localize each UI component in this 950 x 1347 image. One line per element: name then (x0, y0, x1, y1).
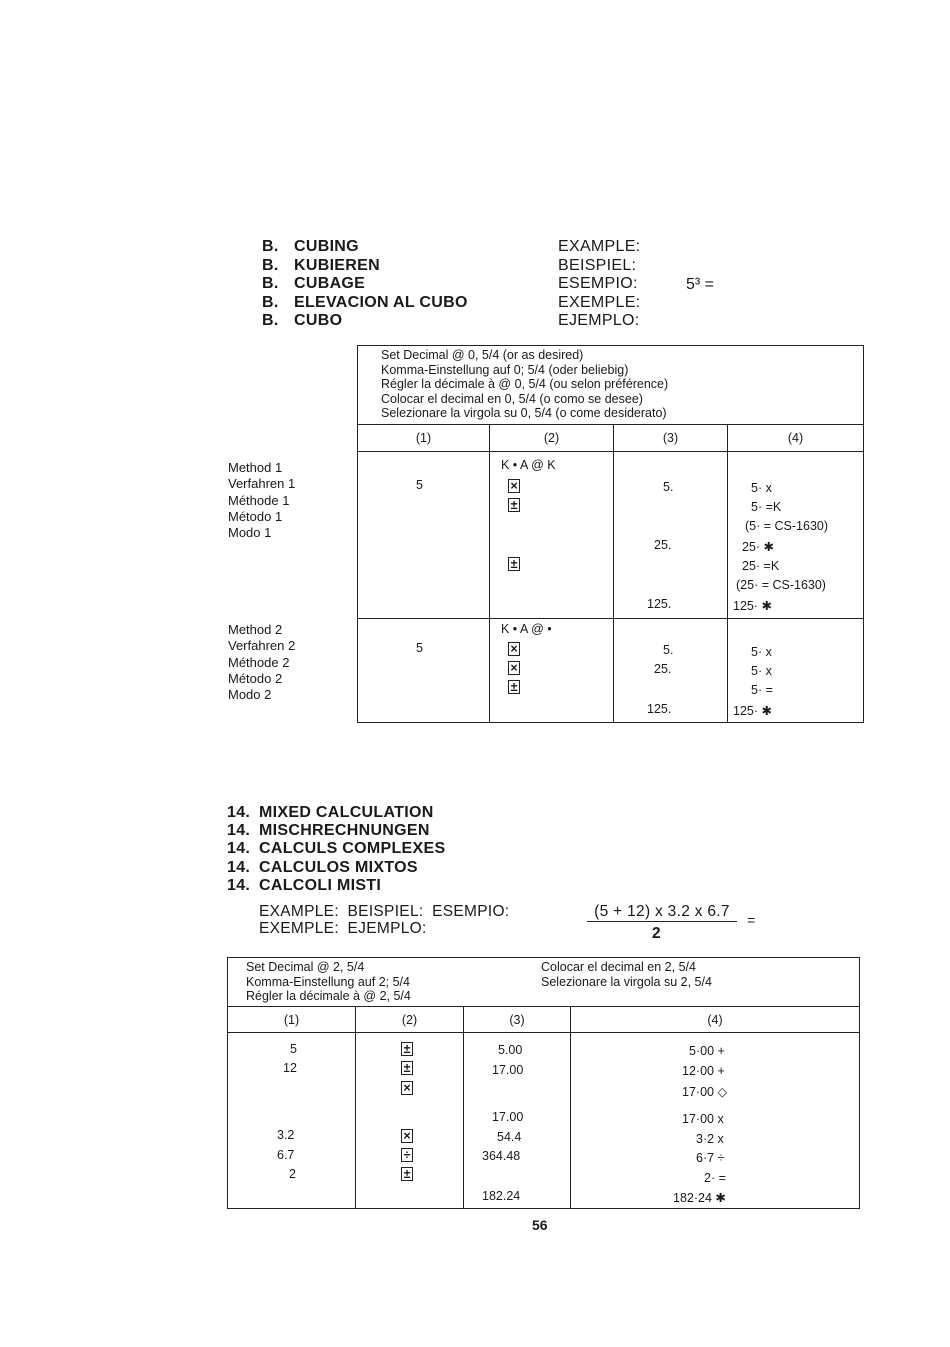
set-decimal-cell (358, 346, 864, 425)
section-14-titles (259, 804, 445, 895)
method-label: Verfahren 1 (228, 476, 296, 492)
tape-line: (5· = CS-1630) (745, 519, 829, 533)
method-label: Método 2 (228, 670, 283, 686)
method1-labels (228, 460, 295, 541)
tape-line: 25· ✱ (742, 540, 775, 554)
divide-key-icon: ÷ (401, 1148, 413, 1162)
section-title: CUBAGE (294, 275, 366, 292)
display-value: 125. (647, 597, 672, 611)
tape-line: 5·00 + (689, 1044, 725, 1058)
method1-input-cell (358, 452, 490, 619)
tape-line: 125· ✱ (733, 704, 772, 718)
input-value: 6.7 (277, 1148, 295, 1162)
keys-cell (356, 1033, 464, 1209)
col-header: (3) (614, 425, 728, 452)
section-title: KUBIEREN (294, 256, 380, 274)
section-number: 14. (227, 822, 251, 840)
method2-labels (228, 622, 295, 703)
method1-display-cell (614, 452, 728, 619)
section-title: CALCULS COMPLEXES (259, 840, 446, 858)
section-number: 14. (227, 804, 251, 821)
example-labels (558, 238, 640, 331)
input-value: 2 (289, 1167, 296, 1181)
set-decimal-line: Selezionare la virgola su 2, 5/4 (541, 974, 712, 989)
input-value: 5 (290, 1042, 297, 1056)
tape-line: 5· x (751, 664, 772, 678)
col-header: (1) (228, 1007, 356, 1033)
section-marker: B. (262, 256, 279, 274)
method2-tape-cell (728, 619, 864, 723)
multiply-key-icon: × (508, 642, 520, 656)
fraction-denominator: 2 (652, 925, 661, 942)
tape-line: 182·24 ✱ (673, 1191, 726, 1205)
plus-minus-key-icon: ± (508, 498, 520, 512)
example-label: ESEMPIO: (558, 275, 638, 292)
example-label: EJEMPLO: (558, 312, 640, 329)
section-b-markers (262, 238, 279, 331)
section-number: 14. (227, 876, 251, 894)
tape-line: 5· =K (751, 500, 782, 514)
method-label: Modo 1 (228, 525, 272, 541)
section-title: MIXED CALCULATION (259, 804, 434, 821)
set-decimal-cell (228, 958, 860, 1007)
cubing-table (357, 345, 864, 723)
tape-line: 2· = (704, 1171, 726, 1185)
section-number: 14. (227, 840, 251, 858)
method-label: Verfahren 2 (228, 638, 296, 654)
method-label: Method 1 (228, 460, 283, 475)
section-14-numbers (227, 804, 250, 895)
set-decimal-line: Colocar el decimal en 2, 5/4 (541, 960, 696, 974)
page-number: 56 (532, 1217, 548, 1233)
example-line-1: EXAMPLE: BEISPIEL: ESEMPIO: (259, 903, 510, 920)
section-title: ELEVACION AL CUBO (294, 293, 468, 311)
method2-keys-cell (490, 619, 614, 723)
set-decimal-line: Komma-Einstellung auf 0; 5/4 (oder beliebig) (381, 362, 629, 377)
tape-line: 12·00 + (682, 1064, 725, 1078)
section-number: 14. (227, 858, 251, 876)
mixed-calc-table (227, 957, 860, 1209)
display-cell (464, 1033, 571, 1209)
method-label: Modo 2 (228, 687, 272, 703)
plus-minus-key-icon: ± (401, 1061, 413, 1075)
section-title: CALCOLI MISTI (259, 876, 382, 894)
tape-cell (571, 1033, 860, 1209)
method1-keys-cell (490, 452, 614, 619)
display-value: 54.4 (497, 1130, 522, 1144)
example-label: EXAMPLE: (558, 238, 641, 255)
multiply-key-icon: × (508, 479, 520, 493)
method-label: Method 2 (228, 622, 283, 637)
section-title: CUBO (294, 312, 343, 329)
display-value: 125. (647, 702, 672, 716)
example-label: EXEMPLE: (558, 293, 641, 311)
display-value: 17.00 (492, 1110, 524, 1124)
display-value: 182.24 (482, 1189, 521, 1203)
method2-input-cell (358, 619, 490, 723)
multiply-key-icon: × (508, 661, 520, 675)
tape-line: (25· = CS-1630) (736, 578, 826, 592)
cube-formula: 5³ = (686, 276, 715, 293)
set-decimal-line: Set Decimal @ 2, 5/4 (246, 960, 365, 974)
example-line-2: EXEMPLE: EJEMPLO: (259, 920, 427, 937)
plus-minus-key-icon: ± (401, 1042, 413, 1056)
fraction-numerator: (5 + 12) x 3.2 x 6.7 (587, 903, 737, 922)
set-decimal-line: Set Decimal @ 0, 5/4 (or as desired) (381, 348, 584, 362)
set-decimal-line: Colocar el decimal en 0, 5/4 (o como se desee) (381, 391, 643, 406)
section-marker: B. (262, 275, 279, 292)
set-decimal-line: Régler la décimale à @ 2, 5/4 (246, 989, 411, 1003)
k-a-setting: K • A @ K (501, 458, 556, 472)
input-value: 3.2 (277, 1128, 295, 1142)
input-value: 12 (283, 1061, 297, 1075)
section-title: CALCULOS MIXTOS (259, 858, 418, 876)
section-marker: B. (262, 312, 279, 329)
tape-line: 17·00 ◇ (682, 1085, 728, 1099)
inputs-cell (228, 1033, 356, 1209)
multiply-key-icon: × (401, 1081, 413, 1095)
display-value: 25. (654, 662, 672, 676)
method-label: Méthode 2 (228, 654, 290, 670)
k-a-setting: K • A @ • (501, 622, 552, 636)
multiply-key-icon: × (401, 1129, 413, 1143)
display-value: 25. (654, 538, 672, 552)
tape-line: 5· x (751, 645, 772, 659)
example-label: BEISPIEL: (558, 256, 637, 274)
section-b-titles (294, 238, 468, 331)
display-value: 364.48 (482, 1149, 521, 1163)
input-value: 5 (416, 641, 423, 655)
tape-line: 17·00 x (682, 1112, 724, 1126)
plus-minus-key-icon: ± (508, 557, 520, 571)
tape-line: 5· = (751, 683, 773, 697)
plus-minus-key-icon: ± (401, 1167, 413, 1181)
tape-line: 3·2 x (696, 1132, 724, 1146)
section-title: CUBING (294, 238, 359, 255)
col-header: (4) (571, 1007, 860, 1033)
col-header: (2) (356, 1007, 464, 1033)
display-value: 5.00 (498, 1043, 523, 1057)
set-decimal-line: Komma-Einstellung auf 2; 5/4 (246, 974, 410, 989)
col-header: (1) (358, 425, 490, 452)
fraction-equals: = (747, 912, 756, 928)
tape-line: 25· =K (742, 559, 780, 573)
set-decimal-line: Selezionare la virgola su 0, 5/4 (o come desiderato) (381, 406, 667, 420)
section-title: MISCHRECHNUNGEN (259, 822, 430, 840)
plus-minus-key-icon: ± (508, 680, 520, 694)
section-marker: B. (262, 293, 279, 311)
tape-line: 125· ✱ (733, 599, 772, 613)
set-decimal-line: Régler la décimale à @ 0, 5/4 (ou selon préférence) (381, 377, 669, 391)
method2-display-cell (614, 619, 728, 723)
method1-tape-cell (728, 452, 864, 619)
display-value: 17.00 (492, 1063, 524, 1077)
method-label: Método 1 (228, 508, 283, 524)
tape-line: 6·7 ÷ (696, 1151, 725, 1165)
col-header: (4) (728, 425, 864, 452)
col-header: (3) (464, 1007, 571, 1033)
method-label: Méthode 1 (228, 492, 290, 508)
display-value: 5. (663, 643, 674, 657)
tape-line: 5· x (751, 481, 772, 495)
col-header: (2) (490, 425, 614, 452)
display-value: 5. (663, 480, 674, 494)
input-value: 5 (416, 478, 423, 492)
section-marker: B. (262, 238, 279, 255)
